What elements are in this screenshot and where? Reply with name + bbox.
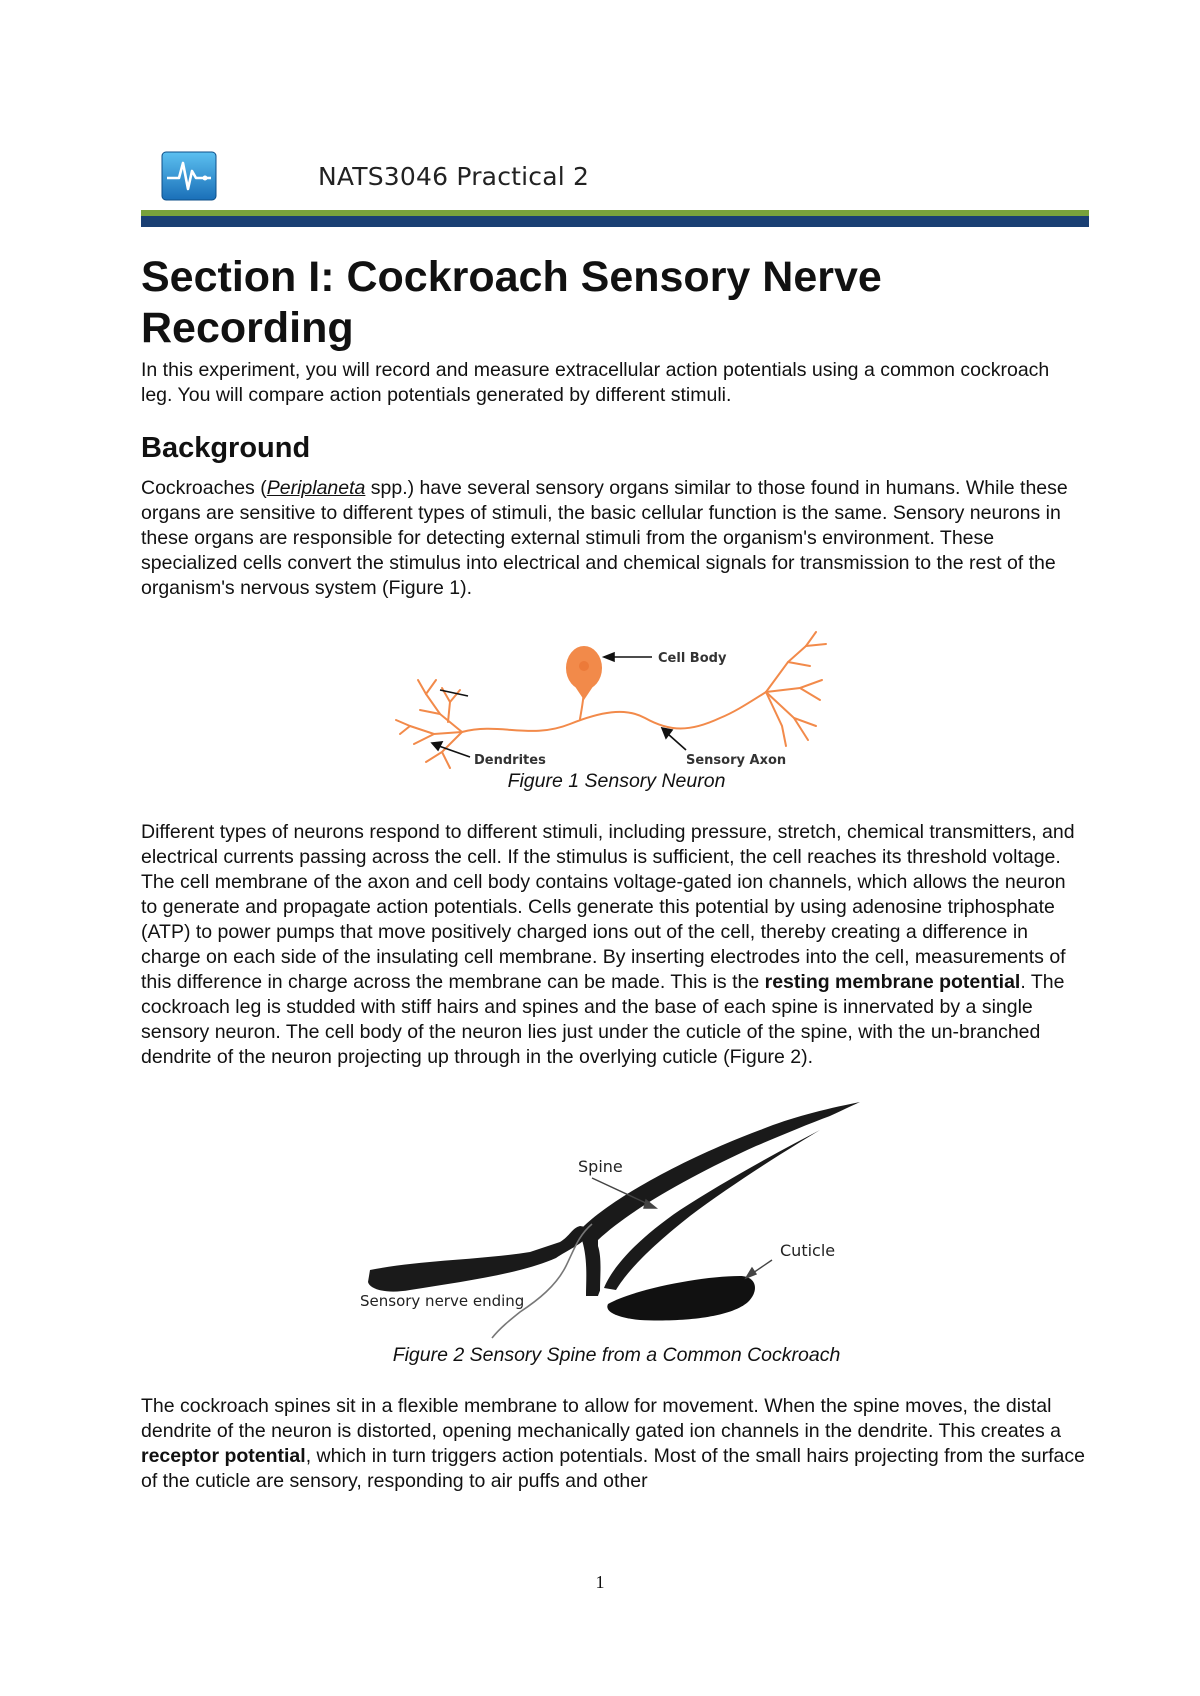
background-paragraph-3: The cockroach spines sit in a flexible membrane to allow for movement. When the spine moves, the distal dendrite of the neuron is distorted, opening mechanically gated ion channels in the dendrite. This creates a receptor potential, which in turn triggers action potentials. Most of the small hairs projecting from the surface of the cuticle are sensory, responding to air puffs and other [141,1395,1085,1492]
figure-2-caption: Figure 2 Sensory Spine from a Common Cockroach [392,1344,841,1366]
label-sensory-axon: Sensory Axon [686,753,787,768]
page-number: 1 [595,1572,605,1592]
label-cuticle: Cuticle [780,1241,836,1260]
background-paragraph-2: Different types of neurons respond to different stimuli, including pressure, stretch, chemical transmitters, and electrical currents passing across the cell. If the stimulus is sufficient, the cell reaches its threshold voltage. The cell membrane of the axon and cell body contains voltage-gated ion channels, which allows the neuron to generate and propagate action potentials. Cells generate this potential by using adenosine triphosphate (ATP) to power pumps that move positively charged ions out of the cell, thereby creating a difference in charge on each side of the insulating cell membrane. By inserting electrodes into the cell, measurements of this difference in charge across the membrane can be made. This is the resting membrane potential. The cockroach leg is studded with stiff hairs and spines and the base of each spine is innervated by a single sensory neuron. The cell body of the neuron lies just under the cuticle of the spine, with the un-branched dendrite of the neuron projecting up through in the overlying cuticle (Figure 2). [141,821,1075,1068]
intro-paragraph: In this experiment, you will record and measure extracellular action potentials using a common cockroach leg. You will compare action potentials generated by different stimuli. [141,359,1050,406]
section-title: Section I: Cockroach Sensory Nerve Recording [141,253,882,352]
label-dendrites: Dendrites [474,753,546,768]
figure-1-sensory-neuron [390,622,840,772]
label-spine: Spine [578,1157,623,1176]
genus-name: Periplaneta [266,477,366,499]
label-cell-body: Cell Body [658,651,727,666]
course-title: NATS3046 Practical 2 [318,162,590,191]
background-heading: Background [141,432,311,464]
background-paragraph-1: Cockroaches (Periplaneta spp.) have several sensory organs similar to those found in humans. While these organs are sensitive to different types of stimuli, the basic cellular function is the same. Sensory neurons in these organs are responsible for detecting external stimuli from the organism's environment. These specialized cells convert the stimulus into electrical and chemical signals for transmission to the rest of the organism's nervous system (Figure 1). [141,477,1068,599]
waveform-logo-icon [161,151,217,201]
figure-1-caption: Figure 1 Sensory Neuron [507,770,726,792]
label-sensory-nerve-ending: Sensory nerve ending [360,1292,525,1310]
figure-2-sensory-spine [360,1100,880,1350]
header-rule-navy [141,216,1089,227]
term-resting-membrane-potential: resting membrane potential [764,971,1021,993]
term-receptor-potential: receptor potential [141,1445,306,1467]
